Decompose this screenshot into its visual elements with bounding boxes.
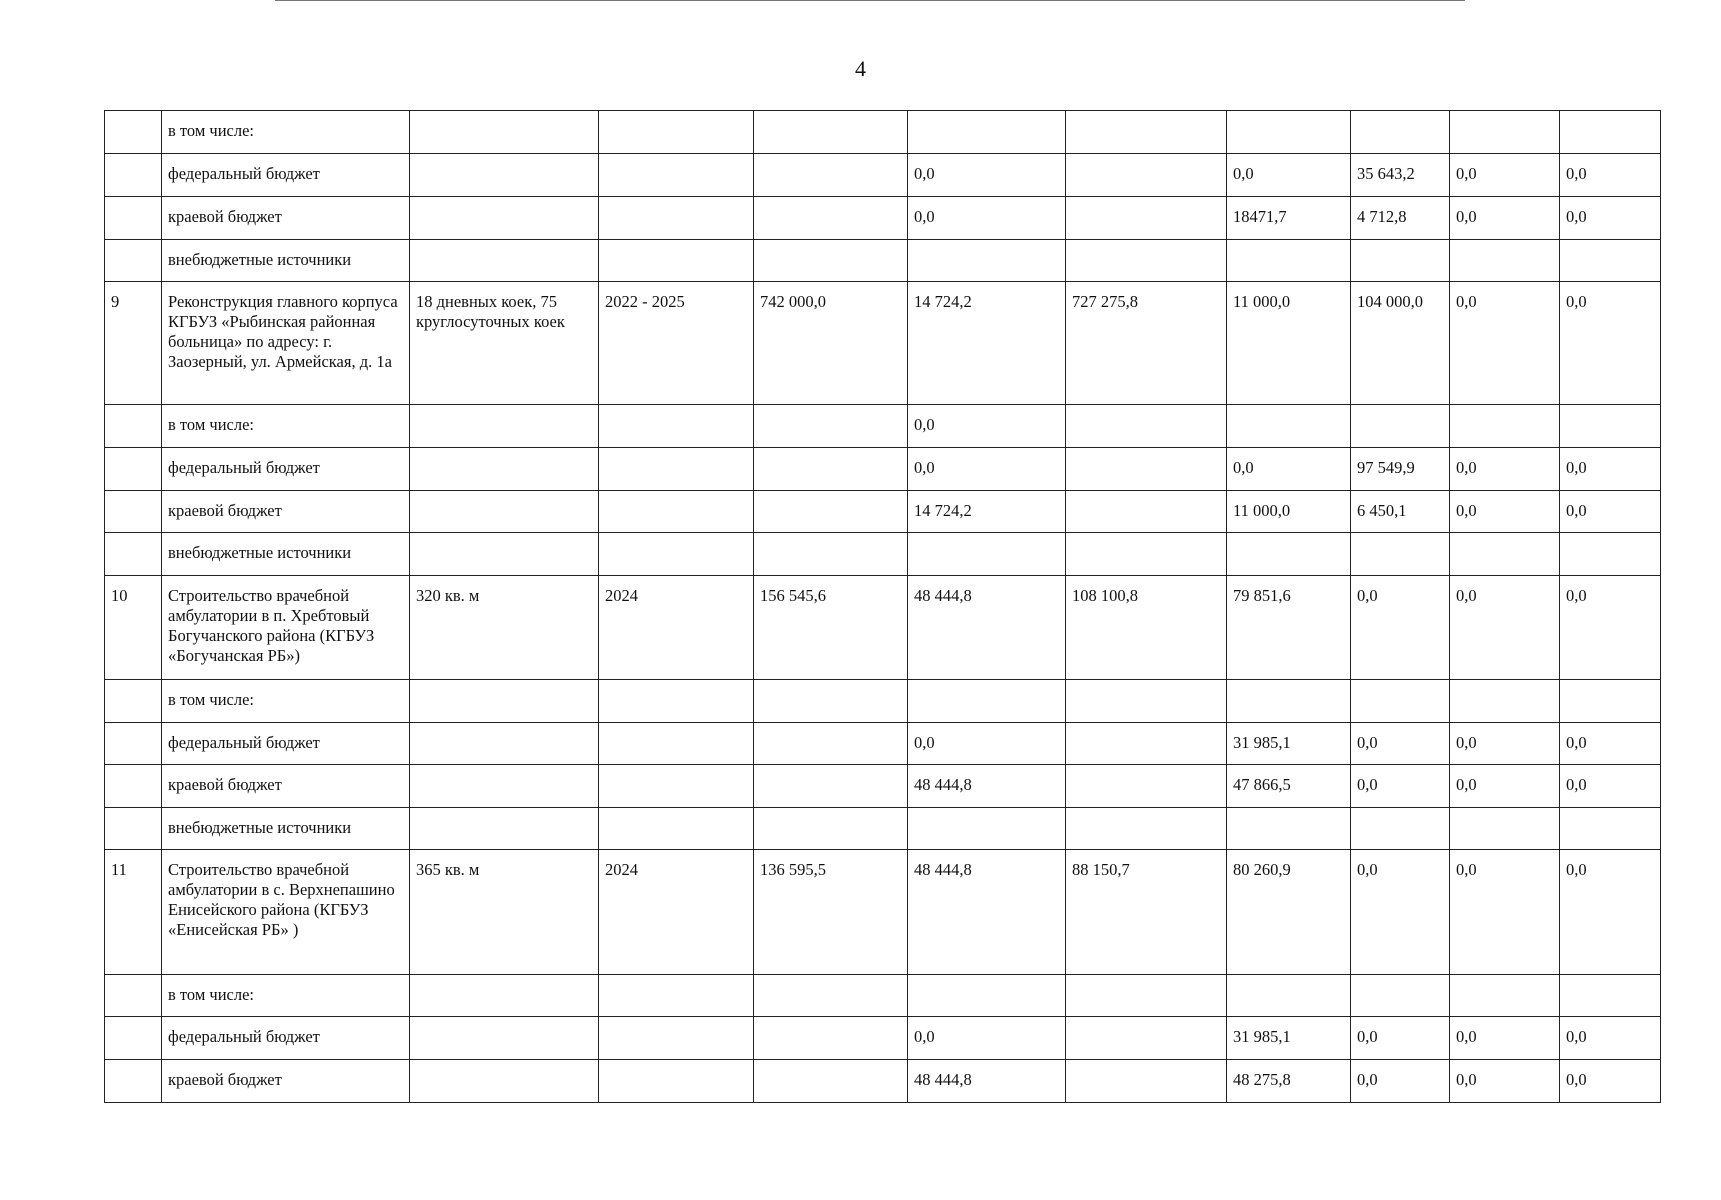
amount-col-8-cell: 0,0 bbox=[1351, 723, 1450, 765]
object-name-cell: в том числе: bbox=[162, 975, 410, 1017]
amount-col-7-cell: 18471,7 bbox=[1227, 197, 1351, 240]
table-row bbox=[105, 491, 1661, 533]
amount-col-8-cell: 0,0 bbox=[1351, 1060, 1450, 1103]
row-number-cell bbox=[105, 1017, 162, 1060]
budget-table bbox=[104, 110, 1661, 1103]
row-number-cell bbox=[105, 723, 162, 765]
amount-col-7-cell: 79 851,6 bbox=[1227, 576, 1351, 680]
amount-col-7-cell: 31 985,1 bbox=[1227, 1017, 1351, 1060]
table-row bbox=[105, 405, 1661, 448]
amount-col-7-cell: 0,0 bbox=[1227, 448, 1351, 491]
amount-col-10-cell: 0,0 bbox=[1560, 282, 1661, 405]
amount-col-6-cell bbox=[1066, 765, 1227, 808]
amount-col-6-cell bbox=[1066, 448, 1227, 491]
object-name-cell: краевой бюджет bbox=[162, 491, 410, 533]
amount-col-7-cell bbox=[1227, 808, 1351, 850]
amount-col-7-cell bbox=[1227, 975, 1351, 1017]
row-number-cell bbox=[105, 1060, 162, 1103]
amount-col-9-cell: 0,0 bbox=[1450, 154, 1560, 197]
amount-col-8-cell: 0,0 bbox=[1351, 850, 1450, 975]
object-name-cell: в том числе: bbox=[162, 680, 410, 723]
object-name-cell: краевой бюджет bbox=[162, 1060, 410, 1103]
table-row bbox=[105, 154, 1661, 197]
amount-col-5-cell: 14 724,2 bbox=[908, 282, 1066, 405]
amount-col-10-cell bbox=[1560, 808, 1661, 850]
table-row bbox=[105, 197, 1661, 240]
amount-col-5-cell: 0,0 bbox=[908, 405, 1066, 448]
amount-col-9-cell bbox=[1450, 533, 1560, 576]
amount-col-5-cell: 0,0 bbox=[908, 448, 1066, 491]
amount-col-5-cell bbox=[908, 240, 1066, 282]
table-row bbox=[105, 723, 1661, 765]
amount-col-9-cell bbox=[1450, 111, 1560, 154]
amount-col-10-cell bbox=[1560, 405, 1661, 448]
row-number-cell bbox=[105, 405, 162, 448]
amount-col-5-cell: 0,0 bbox=[908, 1017, 1066, 1060]
amount-col-8-cell bbox=[1351, 975, 1450, 1017]
amount-col-8-cell: 4 712,8 bbox=[1351, 197, 1450, 240]
period-cell bbox=[599, 1017, 754, 1060]
total-cost-cell bbox=[754, 405, 908, 448]
amount-col-10-cell bbox=[1560, 680, 1661, 723]
amount-col-8-cell: 97 549,9 bbox=[1351, 448, 1450, 491]
period-cell bbox=[599, 448, 754, 491]
row-number-cell bbox=[105, 448, 162, 491]
amount-col-8-cell bbox=[1351, 240, 1450, 282]
period-cell bbox=[599, 765, 754, 808]
period-cell bbox=[599, 197, 754, 240]
row-number-cell bbox=[105, 533, 162, 576]
amount-col-5-cell bbox=[908, 111, 1066, 154]
amount-col-7-cell bbox=[1227, 680, 1351, 723]
table-row bbox=[105, 533, 1661, 576]
amount-col-7-cell: 11 000,0 bbox=[1227, 491, 1351, 533]
amount-col-5-cell: 48 444,8 bbox=[908, 576, 1066, 680]
amount-col-7-cell bbox=[1227, 405, 1351, 448]
amount-col-10-cell: 0,0 bbox=[1560, 197, 1661, 240]
total-cost-cell bbox=[754, 680, 908, 723]
amount-col-6-cell bbox=[1066, 1060, 1227, 1103]
total-cost-cell bbox=[754, 1060, 908, 1103]
total-cost-cell: 136 595,5 bbox=[754, 850, 908, 975]
row-number-cell bbox=[105, 111, 162, 154]
capacity-cell bbox=[410, 533, 599, 576]
amount-col-5-cell bbox=[908, 533, 1066, 576]
amount-col-7-cell: 31 985,1 bbox=[1227, 723, 1351, 765]
amount-col-5-cell: 48 444,8 bbox=[908, 1060, 1066, 1103]
object-name-cell: федеральный бюджет bbox=[162, 448, 410, 491]
amount-col-10-cell: 0,0 bbox=[1560, 723, 1661, 765]
row-number-cell: 9 bbox=[105, 282, 162, 405]
amount-col-6-cell bbox=[1066, 680, 1227, 723]
amount-col-5-cell: 0,0 bbox=[908, 723, 1066, 765]
amount-col-9-cell bbox=[1450, 680, 1560, 723]
amount-col-6-cell bbox=[1066, 723, 1227, 765]
amount-col-8-cell bbox=[1351, 111, 1450, 154]
total-cost-cell bbox=[754, 448, 908, 491]
total-cost-cell bbox=[754, 765, 908, 808]
row-number-cell bbox=[105, 808, 162, 850]
row-number-cell bbox=[105, 680, 162, 723]
amount-col-6-cell bbox=[1066, 975, 1227, 1017]
object-name-cell: федеральный бюджет bbox=[162, 1017, 410, 1060]
total-cost-cell bbox=[754, 533, 908, 576]
amount-col-8-cell: 6 450,1 bbox=[1351, 491, 1450, 533]
row-number-cell bbox=[105, 154, 162, 197]
period-cell bbox=[599, 975, 754, 1017]
period-cell bbox=[599, 533, 754, 576]
object-name-cell: краевой бюджет bbox=[162, 765, 410, 808]
total-cost-cell bbox=[754, 1017, 908, 1060]
top-rule bbox=[275, 0, 1465, 1]
row-number-cell bbox=[105, 491, 162, 533]
capacity-cell bbox=[410, 680, 599, 723]
total-cost-cell bbox=[754, 975, 908, 1017]
period-cell bbox=[599, 405, 754, 448]
amount-col-6-cell: 727 275,8 bbox=[1066, 282, 1227, 405]
amount-col-7-cell: 0,0 bbox=[1227, 154, 1351, 197]
capacity-cell bbox=[410, 1060, 599, 1103]
amount-col-9-cell: 0,0 bbox=[1450, 1060, 1560, 1103]
amount-col-5-cell bbox=[908, 680, 1066, 723]
table-row bbox=[105, 1017, 1661, 1060]
total-cost-cell: 156 545,6 bbox=[754, 576, 908, 680]
capacity-cell bbox=[410, 1017, 599, 1060]
table-row bbox=[105, 448, 1661, 491]
period-cell: 2024 bbox=[599, 850, 754, 975]
capacity-cell: 365 кв. м bbox=[410, 850, 599, 975]
table-row bbox=[105, 765, 1661, 808]
amount-col-9-cell bbox=[1450, 975, 1560, 1017]
amount-col-8-cell: 0,0 bbox=[1351, 765, 1450, 808]
object-name-cell: федеральный бюджет bbox=[162, 154, 410, 197]
object-name-cell: внебюджетные источники bbox=[162, 533, 410, 576]
object-name-cell: внебюджетные источники bbox=[162, 808, 410, 850]
total-cost-cell: 742 000,0 bbox=[754, 282, 908, 405]
amount-col-10-cell bbox=[1560, 975, 1661, 1017]
amount-col-6-cell bbox=[1066, 1017, 1227, 1060]
amount-col-10-cell: 0,0 bbox=[1560, 448, 1661, 491]
capacity-cell bbox=[410, 154, 599, 197]
amount-col-9-cell bbox=[1450, 405, 1560, 448]
total-cost-cell bbox=[754, 154, 908, 197]
amount-col-9-cell: 0,0 bbox=[1450, 1017, 1560, 1060]
amount-col-5-cell: 14 724,2 bbox=[908, 491, 1066, 533]
total-cost-cell bbox=[754, 240, 908, 282]
amount-col-9-cell: 0,0 bbox=[1450, 723, 1560, 765]
amount-col-6-cell: 88 150,7 bbox=[1066, 850, 1227, 975]
amount-col-6-cell bbox=[1066, 111, 1227, 154]
object-name-cell: в том числе: bbox=[162, 111, 410, 154]
amount-col-7-cell: 47 866,5 bbox=[1227, 765, 1351, 808]
amount-col-5-cell: 0,0 bbox=[908, 154, 1066, 197]
capacity-cell bbox=[410, 448, 599, 491]
capacity-cell bbox=[410, 491, 599, 533]
amount-col-10-cell: 0,0 bbox=[1560, 1017, 1661, 1060]
capacity-cell bbox=[410, 975, 599, 1017]
total-cost-cell bbox=[754, 723, 908, 765]
amount-col-6-cell bbox=[1066, 154, 1227, 197]
total-cost-cell bbox=[754, 197, 908, 240]
period-cell bbox=[599, 111, 754, 154]
table-row bbox=[105, 850, 1661, 975]
amount-col-9-cell bbox=[1450, 808, 1560, 850]
period-cell bbox=[599, 154, 754, 197]
amount-col-6-cell: 108 100,8 bbox=[1066, 576, 1227, 680]
table-row bbox=[105, 808, 1661, 850]
row-number-cell: 10 bbox=[105, 576, 162, 680]
row-number-cell bbox=[105, 765, 162, 808]
row-number-cell bbox=[105, 240, 162, 282]
page-number: 4 bbox=[855, 56, 866, 81]
amount-col-10-cell: 0,0 bbox=[1560, 491, 1661, 533]
capacity-cell bbox=[410, 723, 599, 765]
period-cell: 2022 - 2025 bbox=[599, 282, 754, 405]
amount-col-10-cell: 0,0 bbox=[1560, 154, 1661, 197]
table-row bbox=[105, 1060, 1661, 1103]
amount-col-6-cell bbox=[1066, 808, 1227, 850]
period-cell bbox=[599, 808, 754, 850]
total-cost-cell bbox=[754, 111, 908, 154]
amount-col-5-cell: 48 444,8 bbox=[908, 850, 1066, 975]
capacity-cell bbox=[410, 197, 599, 240]
table-row bbox=[105, 282, 1661, 405]
amount-col-8-cell bbox=[1351, 405, 1450, 448]
amount-col-8-cell bbox=[1351, 533, 1450, 576]
period-cell bbox=[599, 1060, 754, 1103]
amount-col-5-cell bbox=[908, 975, 1066, 1017]
object-name-cell: Реконструкция главного корпуса КГБУЗ «Рыбинская районная больница» по адресу: г. Заозерный, ул. Армейская, д. 1а bbox=[162, 282, 410, 405]
period-cell bbox=[599, 240, 754, 282]
period-cell bbox=[599, 723, 754, 765]
amount-col-10-cell: 0,0 bbox=[1560, 1060, 1661, 1103]
total-cost-cell bbox=[754, 808, 908, 850]
amount-col-10-cell: 0,0 bbox=[1560, 576, 1661, 680]
amount-col-8-cell: 0,0 bbox=[1351, 1017, 1450, 1060]
table-row bbox=[105, 111, 1661, 154]
amount-col-9-cell: 0,0 bbox=[1450, 765, 1560, 808]
amount-col-8-cell: 35 643,2 bbox=[1351, 154, 1450, 197]
row-number-cell bbox=[105, 975, 162, 1017]
amount-col-9-cell: 0,0 bbox=[1450, 282, 1560, 405]
amount-col-7-cell bbox=[1227, 533, 1351, 576]
capacity-cell bbox=[410, 765, 599, 808]
amount-col-7-cell bbox=[1227, 240, 1351, 282]
amount-col-9-cell: 0,0 bbox=[1450, 197, 1560, 240]
amount-col-6-cell bbox=[1066, 240, 1227, 282]
total-cost-cell bbox=[754, 491, 908, 533]
table-row bbox=[105, 975, 1661, 1017]
amount-col-8-cell bbox=[1351, 808, 1450, 850]
capacity-cell: 320 кв. м bbox=[410, 576, 599, 680]
amount-col-5-cell: 0,0 bbox=[908, 197, 1066, 240]
amount-col-6-cell bbox=[1066, 197, 1227, 240]
object-name-cell: федеральный бюджет bbox=[162, 723, 410, 765]
object-name-cell: Строительство врачебной амбулатории в с. Верхнепашино Енисейского района (КГБУЗ «Енисейская РБ» ) bbox=[162, 850, 410, 975]
amount-col-8-cell: 0,0 bbox=[1351, 576, 1450, 680]
table-body bbox=[105, 111, 1661, 1103]
amount-col-7-cell bbox=[1227, 111, 1351, 154]
table-row bbox=[105, 240, 1661, 282]
amount-col-5-cell: 48 444,8 bbox=[908, 765, 1066, 808]
period-cell bbox=[599, 680, 754, 723]
capacity-cell: 18 дневных коек, 75 круглосуточных коек bbox=[410, 282, 599, 405]
amount-col-10-cell bbox=[1560, 533, 1661, 576]
amount-col-9-cell: 0,0 bbox=[1450, 850, 1560, 975]
capacity-cell bbox=[410, 111, 599, 154]
amount-col-10-cell bbox=[1560, 111, 1661, 154]
amount-col-10-cell: 0,0 bbox=[1560, 765, 1661, 808]
amount-col-7-cell: 11 000,0 bbox=[1227, 282, 1351, 405]
row-number-cell bbox=[105, 197, 162, 240]
object-name-cell: краевой бюджет bbox=[162, 197, 410, 240]
amount-col-9-cell: 0,0 bbox=[1450, 491, 1560, 533]
amount-col-9-cell: 0,0 bbox=[1450, 576, 1560, 680]
table-row bbox=[105, 576, 1661, 680]
amount-col-9-cell: 0,0 bbox=[1450, 448, 1560, 491]
object-name-cell: внебюджетные источники bbox=[162, 240, 410, 282]
capacity-cell bbox=[410, 240, 599, 282]
amount-col-8-cell bbox=[1351, 680, 1450, 723]
capacity-cell bbox=[410, 808, 599, 850]
row-number-cell: 11 bbox=[105, 850, 162, 975]
amount-col-6-cell bbox=[1066, 533, 1227, 576]
amount-col-7-cell: 80 260,9 bbox=[1227, 850, 1351, 975]
amount-col-5-cell bbox=[908, 808, 1066, 850]
period-cell: 2024 bbox=[599, 576, 754, 680]
object-name-cell: в том числе: bbox=[162, 405, 410, 448]
amount-col-6-cell bbox=[1066, 405, 1227, 448]
table-row bbox=[105, 680, 1661, 723]
object-name-cell: Строительство врачебной амбулатории в п. Хребтовый Богучанского района (КГБУЗ «Богучанская РБ») bbox=[162, 576, 410, 680]
amount-col-6-cell bbox=[1066, 491, 1227, 533]
amount-col-7-cell: 48 275,8 bbox=[1227, 1060, 1351, 1103]
capacity-cell bbox=[410, 405, 599, 448]
amount-col-10-cell bbox=[1560, 240, 1661, 282]
amount-col-9-cell bbox=[1450, 240, 1560, 282]
amount-col-10-cell: 0,0 bbox=[1560, 850, 1661, 975]
period-cell bbox=[599, 491, 754, 533]
amount-col-8-cell: 104 000,0 bbox=[1351, 282, 1450, 405]
